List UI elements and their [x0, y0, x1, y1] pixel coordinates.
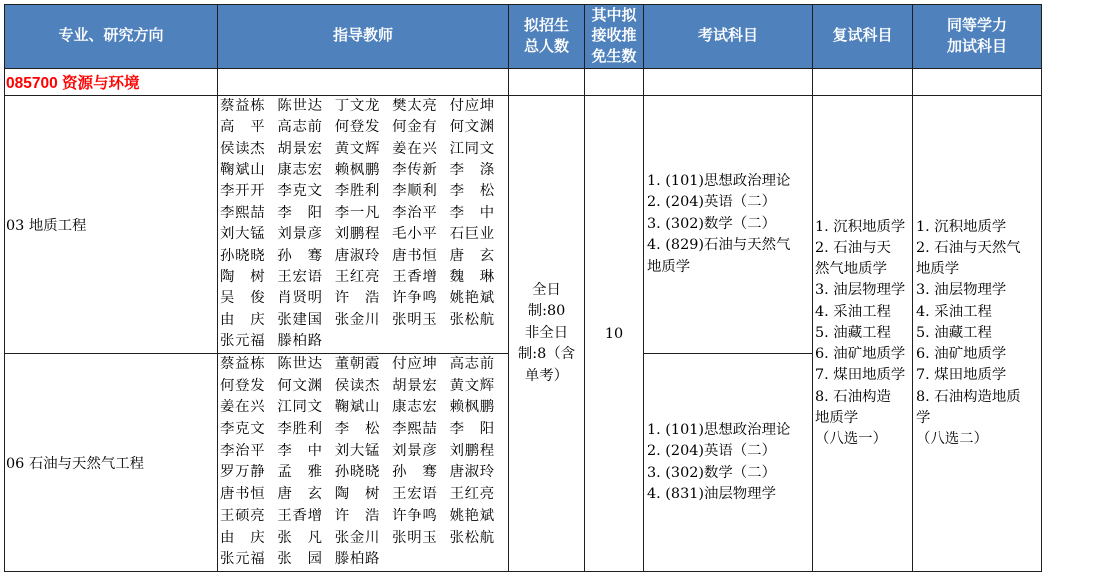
- advisor-name: 孙晓晓: [220, 247, 265, 264]
- exam-subject: [647, 420, 790, 442]
- advisor-name: 张金川: [334, 529, 380, 546]
- header-retest-subjects-label: 复试科目: [832, 27, 893, 45]
- major-title: 085700 资源与环境: [6, 75, 140, 92]
- equivalent-subject-line: 4. 采油工程: [916, 303, 992, 320]
- advisor-name: 李治平: [220, 442, 265, 459]
- advisor-name: 何文渊: [449, 119, 495, 136]
- equivalent-subject-line: 2. 石油与天然气: [916, 240, 1021, 257]
- advisor-name: 姜在兴: [220, 399, 265, 416]
- advisor-name: 李 松: [449, 183, 495, 200]
- retest-subject: [815, 387, 891, 429]
- total-quota-line: 非全日: [524, 324, 569, 341]
- exam-subject: [647, 192, 776, 214]
- empty-cell: [813, 69, 912, 95]
- advisor-name: 李 中: [449, 204, 495, 221]
- header-total-quota: [509, 5, 584, 68]
- header-equivalent-subjects-line: 同等学力: [946, 17, 1007, 34]
- advisor-name: 赖枫鹏: [449, 399, 495, 416]
- advisor-name: 何金有: [392, 119, 437, 136]
- advisor-name: 李 涤: [449, 162, 495, 179]
- advisor-name: 张 园: [277, 551, 323, 568]
- advisor-name: 张金川: [334, 311, 380, 328]
- advisor-name: 肖贤明: [277, 290, 323, 307]
- advisor-name: 陶 树: [220, 268, 265, 285]
- advisor-name: 何登发: [220, 377, 265, 394]
- total-quota-line: 单考）: [524, 367, 569, 384]
- advisor-name: 李一凡: [334, 204, 380, 221]
- advisor-name: 陶 树: [334, 486, 380, 503]
- major-title-cell: [5, 69, 217, 95]
- retest-subject-line: 3. 油层物理学: [815, 282, 906, 299]
- direction-cell: [5, 354, 217, 571]
- equivalent-subject: [916, 238, 1021, 280]
- advisor-name: 刘景彦: [392, 442, 437, 459]
- advisor-list: [218, 96, 508, 353]
- retest-subject-line: 8. 石油构造: [815, 388, 891, 405]
- advisor-name: 王宏语: [392, 486, 437, 503]
- advisor-name: 何文渊: [277, 377, 323, 394]
- exam-subject-line: 1. (101)思想政治理论: [647, 421, 791, 438]
- advisor-name: 李克文: [220, 421, 265, 438]
- advisor-name: 江同文: [449, 140, 495, 157]
- equivalent-subject-line: 5. 油藏工程: [916, 324, 992, 341]
- equivalent-subjects-list: [913, 96, 1041, 571]
- advisor-name: 康志宏: [392, 399, 437, 416]
- advisor-name: 由 庆: [220, 529, 265, 546]
- empty-cell: [509, 69, 584, 95]
- advisor-name: 张 凡: [277, 529, 323, 546]
- total-quota-cell: [509, 96, 584, 571]
- retest-subject-line: （八选一）: [815, 430, 887, 447]
- advisor-name: 高 平: [220, 119, 265, 136]
- advisor-name: 张松航: [449, 529, 495, 546]
- equivalent-subject-line: 学: [916, 409, 931, 426]
- equivalent-subject: [916, 302, 992, 323]
- advisor-name: 李传新: [392, 162, 437, 179]
- equivalent-subject-line: 1. 沉积地质学: [916, 218, 1007, 235]
- exam-subject-line: 3. (302)数学（二）: [647, 215, 776, 232]
- advisor-name: 王红亮: [449, 486, 495, 503]
- advisor-name: 蔡益栋: [220, 98, 265, 114]
- advisor-name: 董朝霞: [334, 356, 380, 372]
- advisor-name: 唐 玄: [277, 486, 323, 503]
- advisor-list: [218, 354, 508, 571]
- header-exam-subjects: [644, 5, 812, 68]
- advisor-name: 姚艳斌: [449, 507, 495, 524]
- advisor-name: 滕柏路: [277, 332, 323, 349]
- exam-subject: [647, 214, 776, 236]
- advisor-name: 赖枫鹏: [334, 162, 380, 179]
- retest-subject-line: 6. 油矿地质学: [815, 346, 906, 363]
- advisor-name: 李 松: [334, 421, 380, 438]
- advisor-name: 鞠斌山: [220, 162, 265, 179]
- equivalent-subject-line: （八选二）: [916, 430, 988, 447]
- advisor-name: 张明玉: [392, 529, 437, 546]
- header-advisors: [218, 5, 508, 68]
- advisor-name: 唐书恒: [220, 486, 265, 503]
- advisor-name: 蔡益栋: [220, 356, 265, 372]
- retest-subject: [815, 238, 891, 280]
- header-recommended-quota-line: 其中拟: [591, 6, 637, 24]
- retest-subject: [815, 344, 905, 365]
- exam-subject: [647, 463, 776, 485]
- advisor-name: 刘大锰: [334, 442, 380, 459]
- exam-subject: [647, 441, 776, 463]
- advisor-name: 李胜利: [277, 421, 323, 438]
- retest-subject: [815, 302, 891, 323]
- advisor-name: 鞠斌山: [334, 399, 380, 416]
- header-total-quota-line: 总人数: [523, 37, 569, 55]
- admissions-table: [4, 4, 1042, 572]
- advisor-name: 孙 骞: [392, 464, 437, 481]
- direction-cell: [5, 96, 217, 353]
- empty-cell: [585, 69, 643, 95]
- advisor-name: 由 庆: [220, 311, 265, 328]
- advisor-name: 唐淑玲: [449, 464, 495, 481]
- advisor-name: 毛小平: [392, 226, 437, 243]
- advisor-name: 刘鹏程: [334, 226, 380, 243]
- advisor-name: 姚艳斌: [449, 290, 495, 307]
- equivalent-subject: [916, 429, 988, 450]
- exam-subjects-list: [644, 354, 812, 571]
- advisor-name: 丁文龙: [334, 98, 380, 114]
- advisor-name: 孙 骞: [277, 247, 323, 264]
- exam-subject-line: 2. (204)英语（二）: [647, 194, 776, 211]
- header-equivalent-subjects-line: 加试科目: [946, 37, 1007, 55]
- total-quota-line: 制:8（含: [517, 346, 576, 363]
- header-recommended-quota-line: 接收推: [591, 27, 637, 45]
- advisor-name: 侯读杰: [220, 140, 265, 157]
- advisor-name: 李胜利: [334, 183, 380, 200]
- advisor-name: 刘鹏程: [449, 442, 495, 459]
- equivalent-subject-line: 8. 石油构造地质: [916, 388, 1021, 405]
- empty-cell: [644, 69, 812, 95]
- exam-subject-line: 3. (302)数学（二）: [647, 464, 776, 481]
- total-quota-line: 全日: [532, 281, 561, 298]
- advisor-name: 李 阳: [277, 204, 323, 221]
- header-major-label: 专业、研究方向: [58, 27, 164, 45]
- direction-name: 06 石油与天然气工程: [6, 456, 145, 472]
- equivalent-subject: [916, 217, 1006, 238]
- header-major: [5, 5, 217, 68]
- advisor-name: 李开开: [220, 183, 265, 200]
- exam-subject-line: 2. (204)英语（二）: [647, 443, 776, 459]
- retest-subject: [815, 217, 905, 238]
- advisor-name: 李 中: [277, 442, 323, 459]
- advisor-name: 付应坤: [392, 356, 437, 372]
- header-recommended-quota: [585, 5, 643, 68]
- advisor-name: 吴 俊: [220, 290, 265, 307]
- retest-subject: [815, 280, 905, 301]
- advisor-name: 王香增: [277, 507, 323, 524]
- retest-subject-line: 2. 石油与天: [815, 240, 891, 257]
- advisor-name: 李 阳: [449, 421, 495, 438]
- header-total-quota-line: 拟招生: [523, 17, 569, 34]
- equivalent-subject: [916, 387, 1021, 429]
- advisor-name: 王红亮: [334, 268, 380, 285]
- header-advisors-label: 指导教师: [332, 27, 393, 45]
- direction-name: 03 地质工程: [6, 218, 87, 234]
- retest-subject-line: 5. 油藏工程: [815, 324, 891, 341]
- exam-subject-line: 1. (101)思想政治理论: [647, 172, 791, 189]
- advisor-name: 唐 玄: [449, 247, 495, 264]
- equivalent-subject-line: 7. 煤田地质学: [916, 367, 1007, 384]
- advisor-name: 李顺利: [392, 183, 437, 200]
- retest-subject-line: 4. 采油工程: [815, 303, 891, 320]
- header-retest-subjects: [813, 5, 912, 68]
- advisor-name: 张明玉: [392, 311, 437, 328]
- advisor-name: 许 浩: [334, 290, 380, 307]
- advisor-name: 王硕亮: [220, 507, 265, 524]
- exam-subject: [647, 484, 776, 506]
- equivalent-subject: [916, 344, 1006, 365]
- advisor-name: 王宏语: [277, 268, 323, 285]
- advisor-name: 许争鸣: [392, 290, 437, 307]
- advisor-name: 王香增: [392, 268, 437, 285]
- advisor-name: 刘大锰: [220, 226, 265, 243]
- advisor-name: 罗万静: [220, 464, 265, 481]
- retest-subject: [815, 365, 905, 386]
- advisor-name: 何登发: [334, 119, 380, 136]
- retest-subject: [815, 323, 891, 344]
- recommended-count: 10: [604, 325, 624, 342]
- equivalent-subject: [916, 365, 1006, 386]
- advisor-name: 许争鸣: [392, 507, 437, 524]
- advisor-name: 李熙喆: [392, 421, 437, 438]
- exam-subject-line: 地质学: [647, 258, 691, 275]
- advisor-name: 侯读杰: [334, 377, 380, 394]
- advisor-name: 许 浩: [334, 507, 380, 524]
- advisor-name: 张松航: [449, 311, 495, 328]
- advisor-name: 李克文: [277, 183, 323, 200]
- retest-subject-line: 然气地质学: [815, 261, 887, 278]
- advisor-name: 张元福: [220, 332, 265, 349]
- empty-cell: [913, 69, 1041, 95]
- advisor-name: 高志前: [277, 119, 323, 136]
- advisor-name: 胡景宏: [392, 377, 437, 394]
- advisor-name: 江同文: [277, 399, 323, 416]
- advisor-name: 滕柏路: [334, 551, 380, 568]
- retest-subject: [815, 429, 887, 450]
- exam-subjects-list: [644, 96, 812, 353]
- exam-subject-line: 4. (831)油层物理学: [647, 486, 776, 502]
- advisor-name: 康志宏: [277, 162, 323, 179]
- exam-subject-line: 4. (829)石油与天然气: [647, 237, 791, 254]
- advisor-name: 孟 雅: [277, 464, 323, 481]
- advisor-name: 张元福: [220, 551, 265, 568]
- advisor-name: 黄文辉: [334, 140, 380, 157]
- empty-cell: [218, 69, 508, 95]
- advisor-name: 刘景彦: [277, 226, 323, 243]
- advisor-name: 樊太亮: [392, 98, 437, 114]
- advisor-name: 唐淑玲: [334, 247, 380, 264]
- advisor-name: 黄文辉: [449, 377, 495, 394]
- retest-subject-line: 7. 煤田地质学: [815, 367, 906, 384]
- advisor-name: 陈世达: [277, 356, 323, 372]
- advisor-name: 孙晓晓: [334, 464, 380, 481]
- header-exam-subjects-label: 考试科目: [697, 27, 758, 45]
- header-recommended-quota-line: 免生数: [591, 47, 637, 65]
- equivalent-subject-line: 3. 油层物理学: [916, 282, 1007, 299]
- equivalent-subject-line: 地质学: [916, 261, 960, 278]
- advisor-name: 石巨业: [449, 226, 495, 243]
- advisor-name: 高志前: [449, 356, 495, 372]
- retest-subject-line: 1. 沉积地质学: [815, 218, 906, 235]
- exam-subject: [647, 171, 790, 193]
- advisor-name: 魏 琳: [449, 268, 495, 285]
- exam-subject: [647, 235, 790, 278]
- retest-subject-line: 地质学: [815, 409, 859, 426]
- recommended-count-cell: [585, 96, 643, 571]
- advisor-name: 李治平: [392, 204, 437, 221]
- equivalent-subject: [916, 323, 992, 344]
- header-equivalent-subjects: [913, 5, 1041, 68]
- advisor-name: 胡景宏: [277, 140, 323, 157]
- advisor-name: 唐书恒: [392, 247, 437, 264]
- advisor-name: 李熙喆: [220, 204, 265, 221]
- advisor-name: 张建国: [277, 311, 323, 328]
- advisor-name: 陈世达: [277, 98, 323, 114]
- advisor-name: 姜在兴: [392, 140, 437, 157]
- retest-subjects-list: [813, 96, 912, 571]
- equivalent-subject-line: 6. 油矿地质学: [916, 346, 1007, 363]
- equivalent-subject: [916, 280, 1006, 301]
- total-quota-line: 制:80: [527, 303, 566, 320]
- advisor-name: 付应坤: [449, 98, 495, 114]
